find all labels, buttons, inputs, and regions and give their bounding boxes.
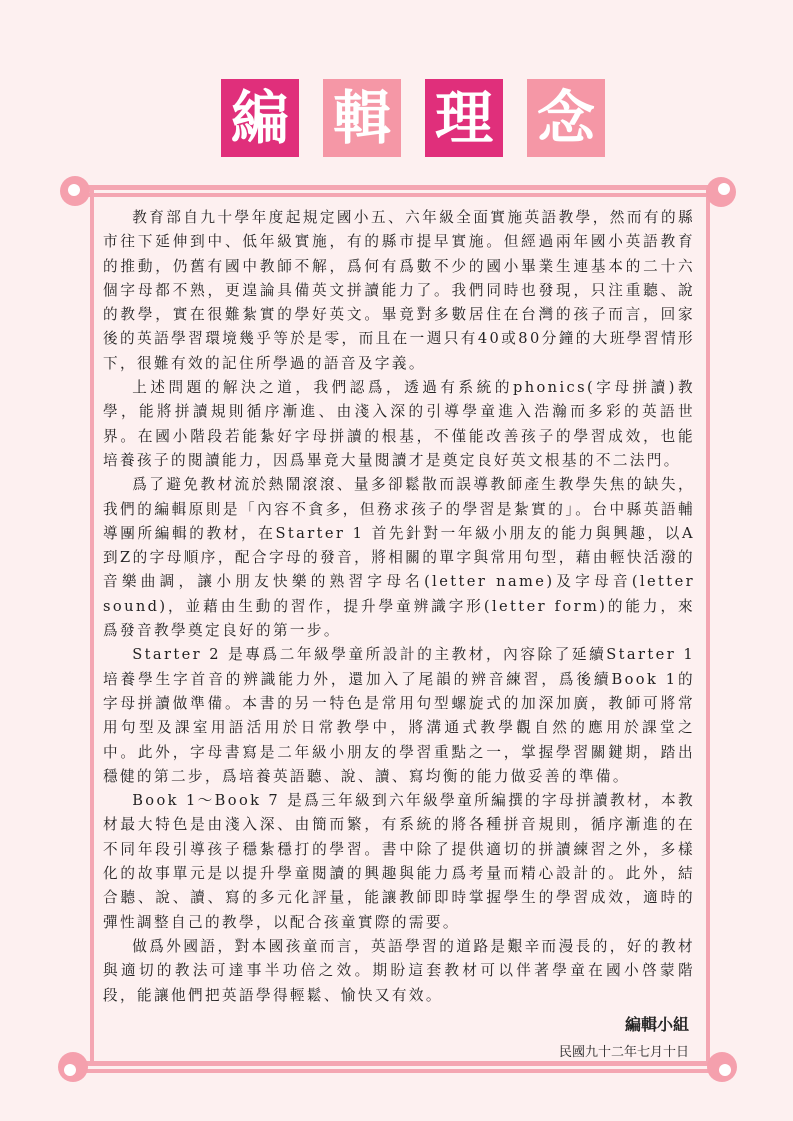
title-tile-1: 編 [221, 79, 299, 157]
paragraph-3: 爲了避免教材流於熱鬧滾滾、量多卻鬆散而誤導教師產生教學失焦的缺失，我們的編輯原則是「內容不貪多，但務求孩子的學習是紮實的」。台中縣英語輔導團所編輯的教材，在Starter 1 首先針對一年級小朋友的能力與興趣，以A到Z的字母順序，配合字母的發音，將相關的單字與常用句型，藉由輕快活潑的音樂曲調，讓小朋友快樂的熟習字母名(letter name)及字母音(letter sound)，並藉由生動的習作，提升學童辨識字形(letter form)的能力，來爲發音教學奠定良好的第一步。 [103, 476, 695, 640]
paragraph-2: 上述問題的解決之道，我們認爲，透過有系統的phonics(字母拼讀)教學，能將拼讀規則循序漸進、由淺入深的引導學童進入浩瀚而多彩的英語世界。在國小階段若能紮好字母拼讀的根基，不僅能改善孩子的學習成效，也能培養孩子的閱讀能力，因爲畢竟大量閱讀才是奠定良好英文根基的不二法門。 [103, 379, 695, 469]
frame-right-border [706, 190, 710, 1066]
paragraph-5: Book 1～Book 7 是爲三年級到六年級學童所編撰的字母拼讀教材，本教材最大特色是由淺入深、由簡而繁，有系統的將各種拼音規則，循序漸進的在不同年段引導孩子穩紮穩打的學習。書中除了提供適切的拼讀練習之外，多樣化的故事單元是以提升學童閱讀的興趣與能力爲考量而精心設計的。此外，結合聽、說、讀、寫的多元化評量，能讓教師即時掌握學生的學習成效，適時的彈性調整自己的教學，以配合孩童實際的需要。 [103, 792, 695, 931]
scroll-knob-top-right-icon [706, 177, 736, 207]
title-tile-2: 輯 [323, 79, 401, 157]
page-title [221, 79, 605, 157]
title-tile-3: 理 [425, 79, 503, 157]
frame-left-border [90, 190, 94, 1066]
frame-bottom-border [76, 1061, 720, 1073]
scroll-knob-bottom-right-icon [707, 1052, 737, 1082]
paragraph-1: 教育部自九十學年度起規定國小五、六年級全面實施英語教學，然而有的縣市往下延伸到中、低年級實施，有的縣市提早實施。但經過兩年國小英語教育的推動，仍舊有國中教師不解，爲何有爲數不少的國小畢業生連基本的二十六個字母都不熟，更遑論具備英文拼讀能力了。我們同時也發現，只注重聽、說的教學，實在很難紮實的學好英文。畢竟對多數居住在台灣的孩子而言，回家後的英語學習環境幾乎等於是零，而且在一週只有40或80分鐘的大班學習情形下，很難有效的記住所學過的語音及字義。 [103, 209, 695, 372]
paragraph-4: Starter 2 是專爲二年級學童所設計的主教材，內容除了延續Starter 1 培養學生字首音的辨識能力外，還加入了尾韻的辨音練習，爲後續Book 1的字母拼讀做準備。本書的另一特色是常用句型螺旋式的加深加廣，教師可將常用句型及課室用語活用於日常教學中，將溝通式教學觀自然的應用於課堂之中。此外，字母書寫是二年級小朋友的學習重點之一，掌握學習關鍵期，踏出穩健的第二步，爲培養英語聽、說、讀、寫均衡的能力做妥善的準備。 [103, 646, 695, 785]
scroll-knob-bottom-left-icon [58, 1052, 88, 1082]
title-tile-4: 念 [527, 79, 605, 157]
paragraph-6: 做爲外國語，對本國孩童而言，英語學習的道路是艱辛而漫長的，好的教材與適切的教法可達事半功倍之效。期盼這套教材可以伴著學童在國小啓蒙階段，能讓他們把英語學得輕鬆、愉快又有效。 [103, 937, 695, 1004]
scroll-knob-top-left-icon [60, 176, 90, 206]
signature: 編輯小組 [624, 1015, 689, 1034]
date: 民國九十二年七月十日 [558, 1045, 689, 1060]
frame-top-border [76, 185, 720, 197]
body-text [103, 206, 695, 1008]
